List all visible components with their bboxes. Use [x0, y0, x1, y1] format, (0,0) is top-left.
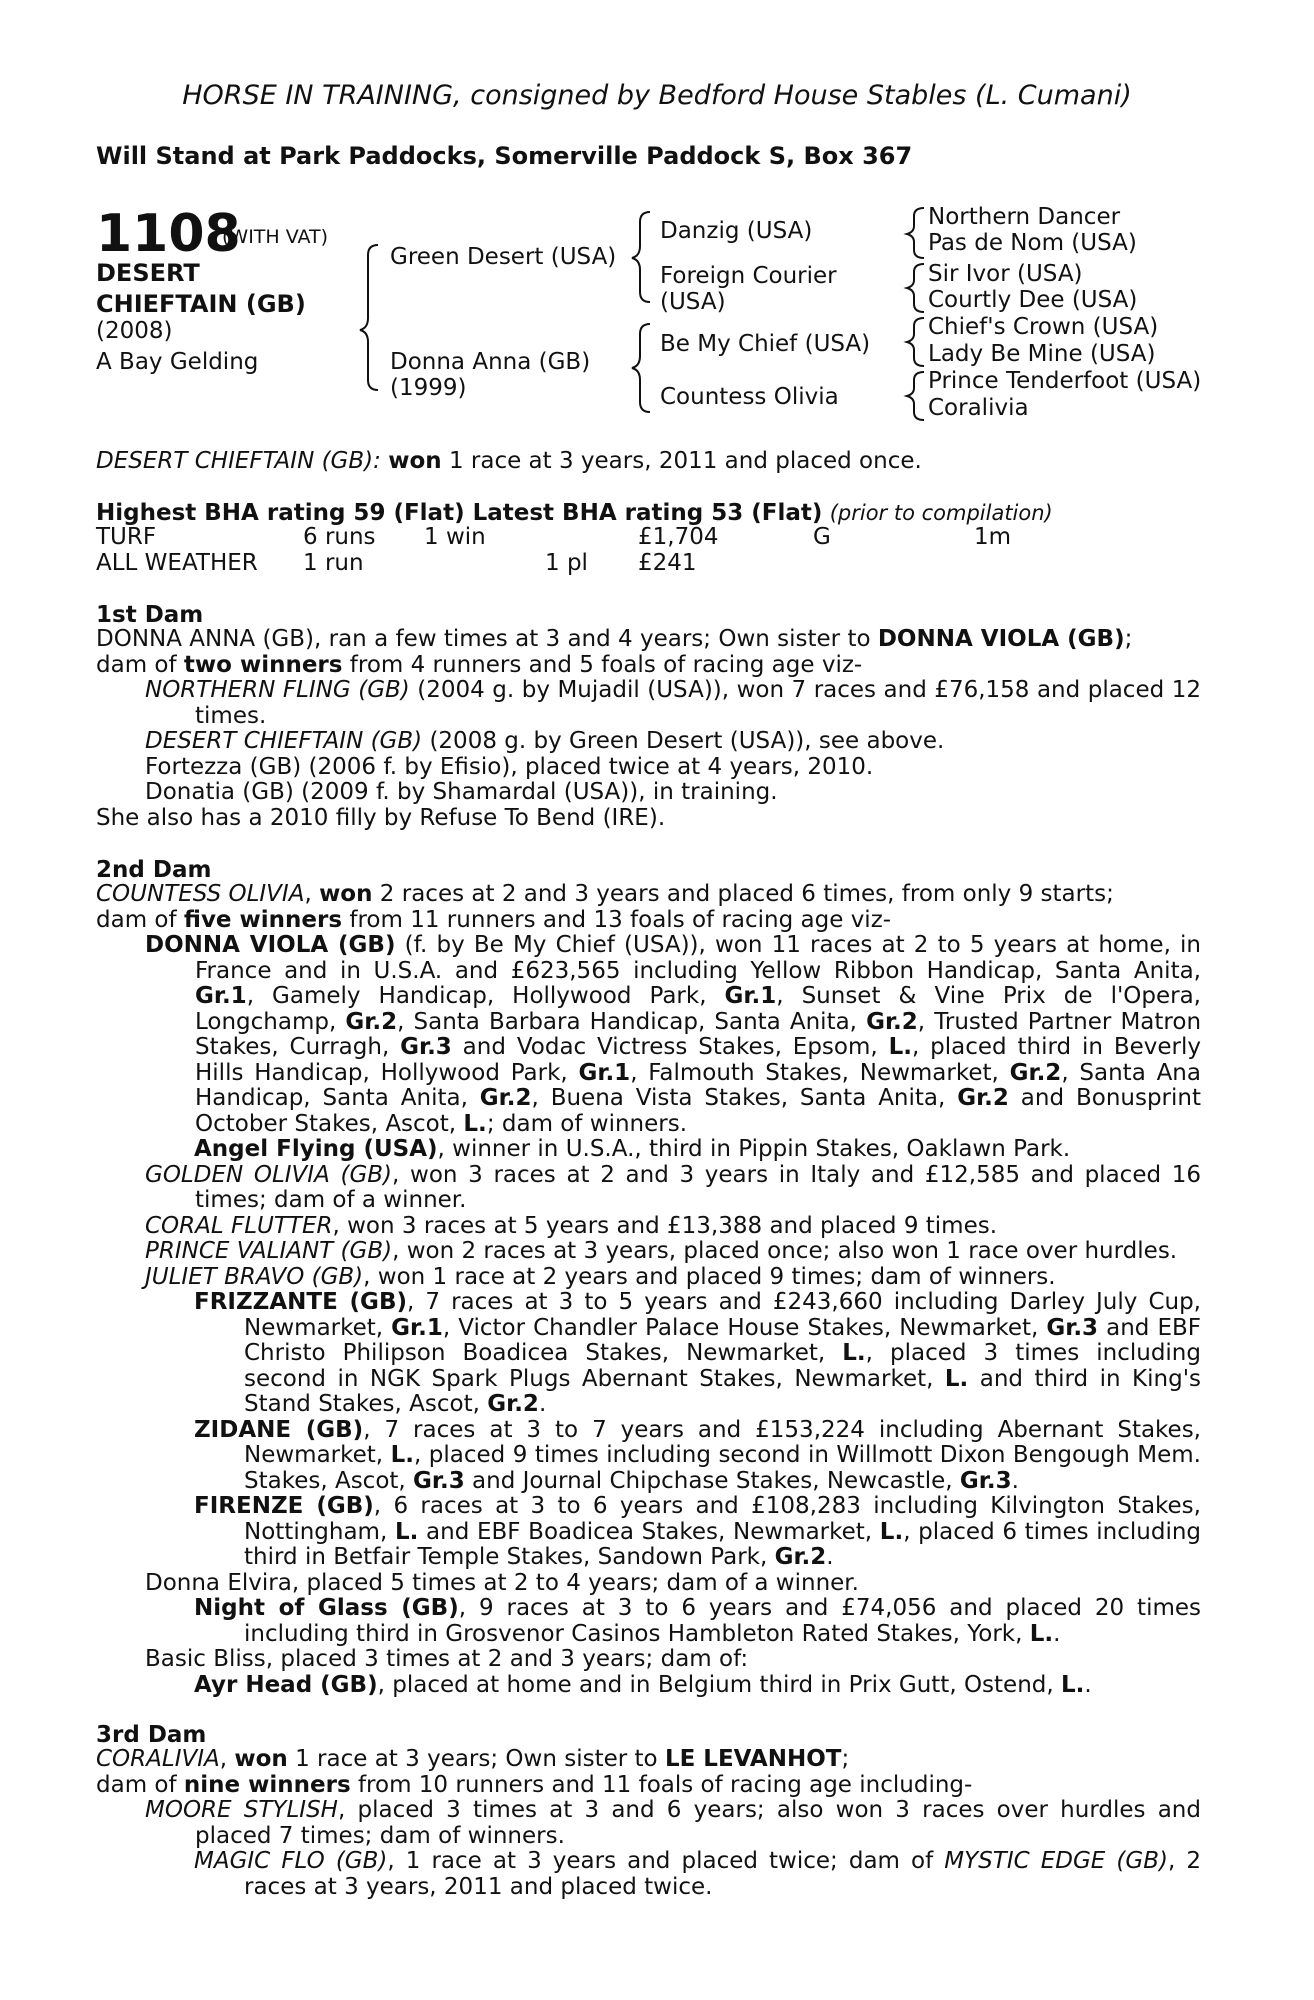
first-dam-entry: Donatia (GB) (2009 f. by Shamardal (USA)), in training. [145, 779, 778, 805]
frizzante-entry: FRIZZANTE (GB), 7 races at 3 to 5 years and £243,660 including Darley July Cup, Newmarket, Gr.1, Victor Chandler Palace House Stakes, Newmarket, Gr.3 and EBF Christo Philipson Boadicea Stakes, Newmarket, L., placed 3 times including second in NGK Spark Plugs Abernant Stakes, Newmarket, L. and third in King's Stand Stakes, Ascot, Gr.2. [194, 1289, 1201, 1417]
golden-olivia-entry: GOLDEN OLIVIA (GB), won 3 races at 2 and 3 years in Italy and £12,585 and placed 16 times; dam of a winner. [145, 1161, 1202, 1213]
first-dam-entry: DESERT CHIEFTAIN (GB) (2008 g. by Green Desert (USA)), see above. [145, 728, 945, 754]
night-of-glass-entry: Night of Glass (GB), 9 races at 3 to 6 years and £74,056 and placed 20 times including third in Grosvenor Casinos Hambleton Rated Stakes, York, L.. [194, 1595, 1202, 1647]
angel-flying-entry: Angel Flying (USA), winner in U.S.A., third in Pippin Stakes, Oaklawn Park. [194, 1136, 1071, 1162]
third-dam-line2: dam of nine winners from 10 runners and 11 foals of racing age including- [96, 1771, 973, 1798]
aw-runs: 1 run [303, 550, 364, 576]
coral-flutter-entry: CORAL FLUTTER, won 3 races at 5 years and £13,388 and placed 9 times. [145, 1212, 998, 1239]
pedigree-dam-year: (1999) [390, 375, 467, 401]
first-dam-entry: Fortezza (GB) (2006 f. by Efisio), placed twice at 4 years, 2010. [145, 753, 874, 780]
first-dam-section [96, 627, 1201, 831]
pedigree-g2: Pas de Nom (USA) [928, 230, 1137, 256]
pedigree-g1: Northern Dancer [928, 204, 1121, 230]
second-dam-heading: 2nd Dam [96, 857, 212, 883]
first-dam-note: She also has a 2010 filly by Refuse To Bend (IRE). [96, 804, 666, 831]
juliet-bravo-entry: JULIET BRAVO (GB), won 1 race at 2 years and placed 9 times; dam of winners. [145, 1263, 1056, 1290]
pedigree-dam-sire: Be My Chief (USA) [660, 331, 871, 357]
first-dam-line1: DONNA ANNA (GB), ran a few times at 3 and 4 years; Own sister to DONNA VIOLA (GB); [96, 626, 1133, 652]
basic-bliss-entry: Basic Bliss, placed 3 times at 2 and 3 years; dam of: [145, 1646, 749, 1672]
pedigree-g4: Courtly Dee (USA) [928, 287, 1138, 313]
donna-viola-entry: DONNA VIOLA (GB) (f. by Be My Chief (USA)), won 11 races at 2 to 5 years at home, in France and in U.S.A. and £623,565 including Yellow Ribbon Handicap, Santa Anita, Gr.1, Gamely Handicap, Hollywood Park, Gr.1, Sunset & Vine Prix de l'Opera, Longchamp, Gr.2, Santa Barbara Handicap, Santa Anita, Gr.2, Trusted Partner Matron Stakes, Curragh, Gr.3 and Vodac Victress Stakes, Epsom, L., placed third in Beverly Hills Handicap, Hollywood Park, Gr.1, Falmouth Stakes, Newmarket, Gr.2, Santa Ana Handicap, Santa Anita, Gr.2, Buena Vista Stakes, Santa Anita, Gr.2 and Bonusprint October Stakes, Ascot, L.; dam of winners. [145, 932, 1202, 1137]
pedigree-sire-dam: Foreign Courier [660, 263, 837, 289]
pedigree-g8: Coralivia [928, 395, 1029, 421]
zidane-entry: ZIDANE (GB), 7 races at 3 to 7 years and £153,224 including Abernant Stakes, Newmarket, L., placed 9 times including second in Willmott Dixon Bengough Mem. Stakes, Ascot, Gr.3 and Journal Chipchase Stakes, Newcastle, Gr.3. [194, 1416, 1201, 1494]
pedigree-g3: Sir Ivor (USA) [928, 261, 1083, 287]
moore-stylish-entry: MOORE STYLISH, placed 3 times at 3 and 6 years; also won 3 races over hurdles and placed 7 times; dam of winners. [145, 1797, 1201, 1849]
turf-runs: 6 runs [303, 524, 376, 550]
pedigree-dam: Donna Anna (GB) [390, 349, 591, 375]
horse-name-line2: CHIEFTAIN (GB) [96, 290, 306, 318]
aw-prize: £241 [638, 550, 697, 576]
lot-number: 1108 [96, 204, 241, 264]
second-dam-line2: dam of five winners from 11 runners and 13 foals of racing age viz- [96, 906, 892, 933]
third-dam-heading: 3rd Dam [96, 1722, 207, 1748]
turf-distance: 1m [974, 524, 1012, 550]
vat-label: (WITH VAT) [222, 226, 329, 248]
bha-ratings: Highest BHA rating 59 (Flat) Latest BHA rating 53 (Flat) (prior to compilation) [96, 500, 1053, 526]
third-dam-line1: CORALIVIA, won 1 race at 3 years; Own sister to LE LEVANHOT; [96, 1746, 850, 1772]
horse-name-line1: DESERT [96, 259, 200, 287]
donna-elvira-entry: Donna Elvira, placed 5 times at 2 to 4 years; dam of a winner. [145, 1569, 859, 1596]
turf-wins: 1 win [424, 524, 486, 550]
second-dam-line1: COUNTESS OLIVIA, won 2 races at 2 and 3 years and placed 6 times, from only 9 starts; [96, 881, 1114, 907]
first-dam-line2: dam of two winners from 4 runners and 5 foals of racing age viz- [96, 651, 863, 678]
prince-valiant-entry: PRINCE VALIANT (GB), won 2 races at 3 years, placed once; also won 1 race over hurdles. [145, 1238, 1178, 1264]
second-dam-section [96, 882, 1201, 1698]
first-dam-heading: 1st Dam [96, 602, 204, 628]
pedigree-g5: Chief's Crown (USA) [928, 314, 1159, 340]
pedigree-sire-sire: Danzig (USA) [660, 218, 813, 244]
third-dam-section [96, 1747, 1201, 1900]
aw-placed: 1 pl [545, 550, 588, 576]
turf-prize: £1,704 [638, 524, 719, 550]
page-title: HORSE IN TRAINING, consigned by Bedford House Stables (L. Cumani) [182, 80, 1132, 111]
aw-label: ALL WEATHER [96, 550, 258, 576]
first-dam-entry: NORTHERN FLING (GB) (2004 g. by Mujadil (USA)), won 7 races and £76,158 and placed 12 times. [145, 677, 1201, 729]
turf-label: TURF [96, 524, 157, 550]
race-summary: DESERT CHIEFTAIN (GB): won 1 race at 3 years, 2011 and placed once. [96, 448, 922, 474]
magic-flo-entry: MAGIC FLO (GB), 1 race at 3 years and placed twice; dam of MYSTIC EDGE (GB), 2 races at 3 years, 2011 and placed twice. [194, 1848, 1201, 1900]
pedigree-g6: Lady Be Mine (USA) [928, 341, 1156, 367]
turf-going: G [813, 524, 831, 550]
firenze-entry: FIRENZE (GB), 6 races at 3 to 6 years and £108,283 including Kilvington Stakes, Nottingham, L. and EBF Boadicea Stakes, Newmarket, L., placed 6 times including third in Betfair Temple Stakes, Sandown Park, Gr.2. [194, 1493, 1202, 1570]
pedigree-sire-dam-country: (USA) [660, 289, 726, 315]
pedigree-g7: Prince Tenderfoot (USA) [928, 368, 1202, 394]
ayr-head-entry: Ayr Head (GB), placed at home and in Belgium third in Prix Gutt, Ostend, L.. [194, 1671, 1092, 1698]
venue-line: Will Stand at Park Paddocks, Somerville Paddock S, Box 367 [96, 142, 913, 170]
pedigree-dam-dam: Countess Olivia [660, 384, 839, 410]
horse-description: A Bay Gelding [96, 349, 259, 375]
foaling-year: (2008) [96, 318, 173, 344]
pedigree-sire: Green Desert (USA) [390, 244, 617, 270]
